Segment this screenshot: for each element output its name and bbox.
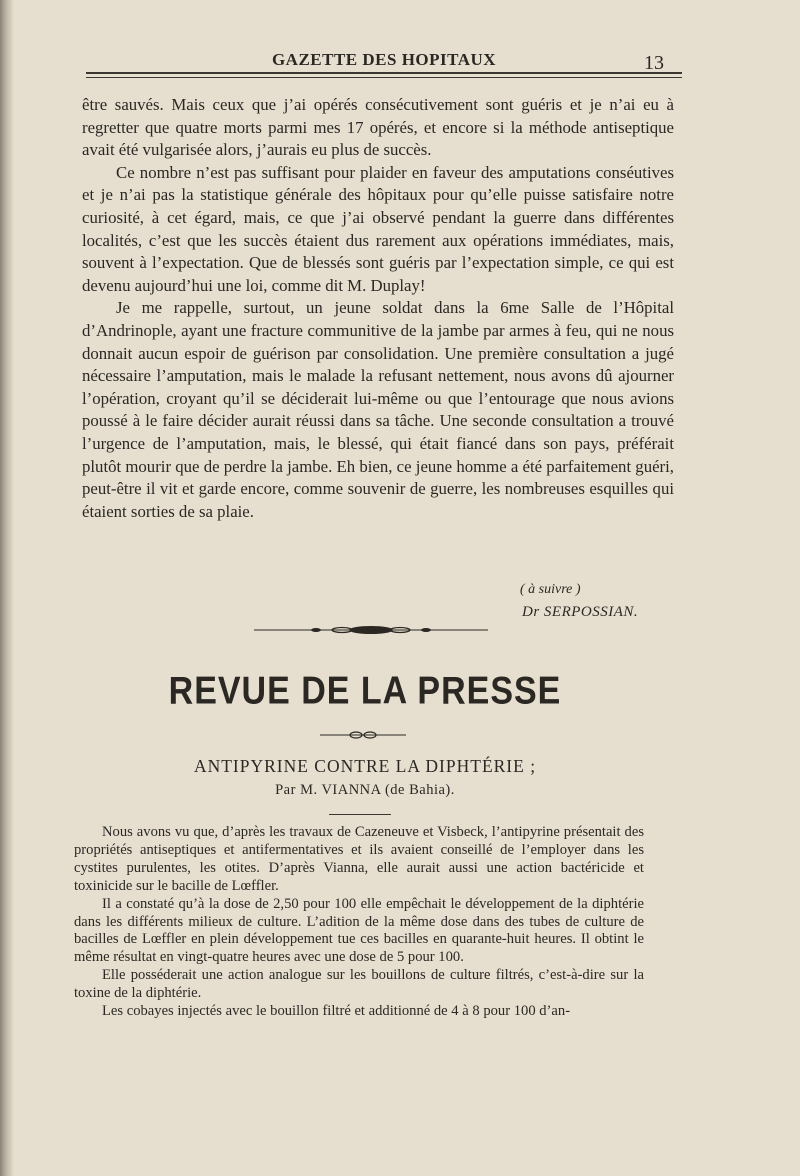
article-paragraph: Il a constaté qu’à la dose de 2,50 pour 100 elle empêchait le développement de la diphtérie dans les différents milieux de culture. L’adition de la même dose dans des tubes de culture de bacilles de Lœffler en plein développement tue ces bacilles en quarante-huit heures. Il obtint le même résultat en vingt-quatre heures avec une dose de 5 pour 100. bbox=[74, 895, 644, 966]
page-binding-edge bbox=[0, 0, 14, 1176]
header-rule bbox=[86, 72, 682, 78]
press-article-body bbox=[74, 824, 644, 1021]
body-paragraph: Je me rappelle, surtout, un jeune soldat dans la 6me Salle de l’Hôpital d’Andrinople, ayant une fracture communitive de la jambe par armes à feu, qui ne nous donnait aucun espoir de guérison par consolidation. Une première consultation a jugé nécessaire l’amputation, mais le malade la refusant nettement, nous avons dû ajourner l’opération, croyant qu’il se déciderait lui-même ou que l’entourage que nous avions poussé à le faire décider aurait réussi dans sa tâche. Une seconde consultation a trouvé l’urgence de l’amputation, mais, le blessé, qui était fiancé dans son pays, préférait plutôt mourir que de perdre la jambe. Eh bien, ce jeune homme a été parfaitement guéri, peut-être il vit et garde encore, comme souvenir de guerre, les nombreuses esquilles qui étaient sorties de sa plaie. bbox=[82, 298, 674, 521]
article-byline: Par M. VIANNA (de Bahia). bbox=[275, 782, 455, 798]
page-number: 13 bbox=[644, 52, 664, 74]
author-signature: Dr SERPOSSIAN. bbox=[522, 604, 639, 620]
byline-rule bbox=[329, 814, 391, 815]
article-paragraph: Nous avons vu que, d’après les travaux de Cazeneuve et Visbeck, l’antipyrine présentait des propriétés antiseptiques et antifermentatives et ils avaient conseillé de l’employer dans les cystites purulentes, les otites. D’après Vianna, elle aurait aussi une action bactéricide et toxinicide sur le bacille de Lœffler. bbox=[74, 824, 644, 894]
small-ornament-divider bbox=[320, 730, 406, 740]
section-title: REVUE DE LA PRESSE bbox=[168, 669, 562, 713]
article-body bbox=[82, 94, 674, 523]
article-title: ANTIPYRINE CONTRE LA DIPHTÉRIE ; bbox=[193, 756, 537, 776]
a-suivre-note: ( à suivre ) bbox=[520, 582, 581, 597]
article-paragraph: Les cobayes injectés avec le bouillon filtré et additionné de 4 à 8 pour 100 d’an- bbox=[102, 1003, 571, 1020]
running-head: GAZETTE DES HOPITAUX bbox=[271, 50, 497, 69]
article-paragraph: Elle posséderait une action analogue sur les bouillons de culture filtrés, c’est-à-dire sur la toxine de la diphtérie. bbox=[74, 967, 644, 1002]
ornament-divider bbox=[254, 624, 488, 636]
body-paragraph: Ce nombre n’est pas suffisant pour plaider en faveur des amputations conséutives et je n’ai pas la statistique générale des hôpitaux pour qu’elle puisse satisfaire notre curiosité, à cet égard, mais, ce que j’ai observé pendant la guerre dans différentes localités, c’est que les succès étaient dus rarement aux opérations immédiates, mais, souvent à l’expectation. Que de blessés sont guéris par l’expectation simple, ce qui est devenu aujourd’hui une loi, comme dit M. Duplay! bbox=[82, 162, 674, 295]
body-paragraph: être sauvés. Mais ceux que j’ai opérés consécutivement sont guéris et je n’ai eu à regretter que quatre morts parmi mes 17 opérés, et encore si la méthode antiseptique avait été vulgarisée alors, j’aurais eu plus de succès. bbox=[82, 95, 674, 160]
